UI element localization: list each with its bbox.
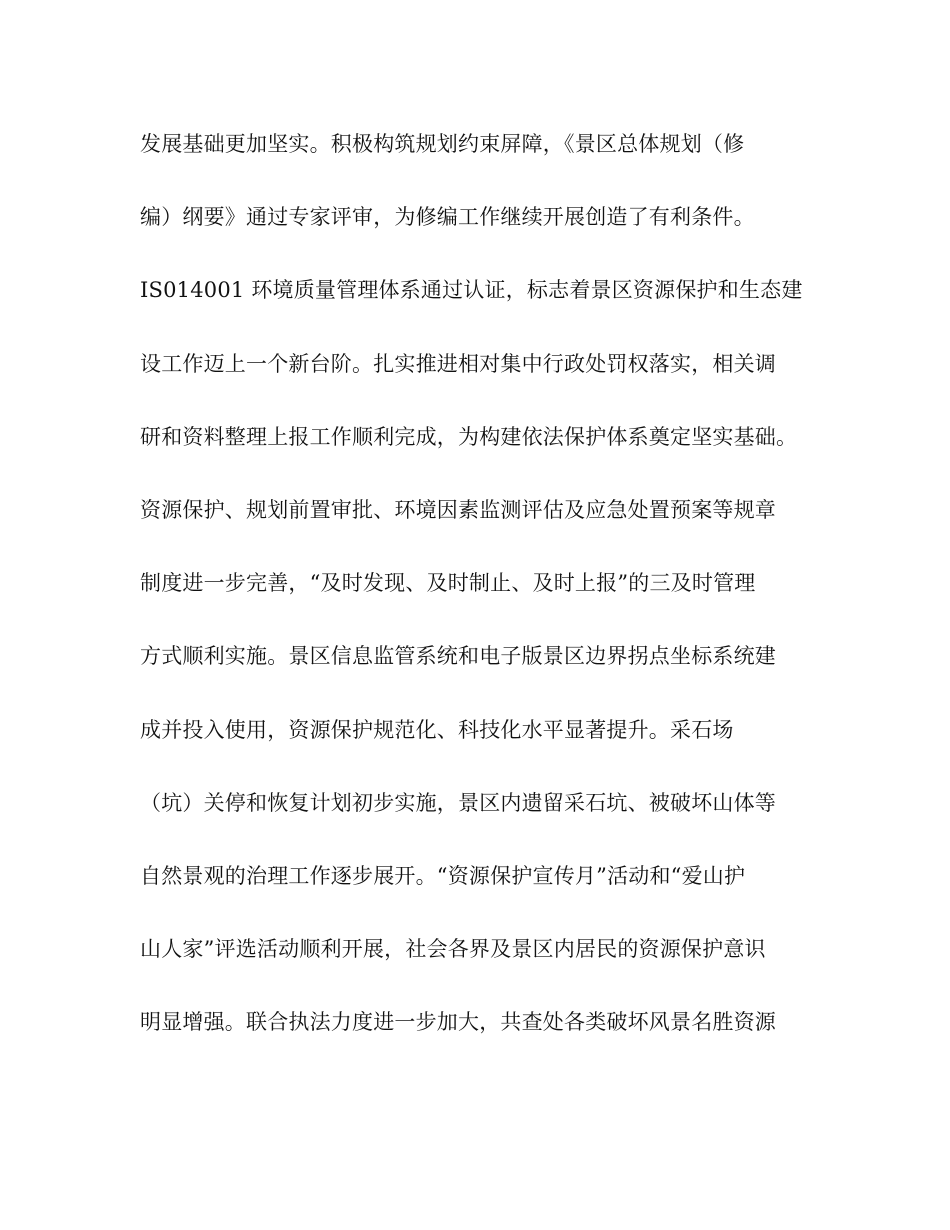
text-line: （坑）关停和恢复计划初步实施，景区内遗留采石坑、被破坏山体等 <box>140 790 776 815</box>
text-line: 自然景观的治理工作逐步展开。“资源保护宣传月”活动和“爱山护 <box>140 863 746 888</box>
body-text <box>140 122 820 1073</box>
text-line: 山人家”评选活动顺利开展，社会各界及景区内居民的资源保护意识 <box>140 937 766 962</box>
text-line: 方式顺利实施。景区信息监管系统和电子版景区边界拐点坐标系统建 <box>140 644 776 669</box>
text-line: 发展基础更加坚实。积极构筑规划约束屏障，《景区总体规划（修 <box>140 132 745 156</box>
text-line: 设工作迈上一个新台阶。扎实推进相对集中行政处罚权落实，相关调 <box>140 351 776 376</box>
text-line: 成并投入使用，资源保护规范化、科技化水平显著提升。采石场 <box>140 717 734 742</box>
text-line: 编）纲要》通过专家评审，为修编工作继续开展创造了有利条件。 <box>140 205 755 230</box>
text-line: 明显增强。联合执法力度进一步加大，共查处各类破坏风景名胜资源 <box>140 1010 776 1035</box>
text-line: 资源保护、规划前置审批、环境因素监测评估及应急处置预案等规章 <box>140 497 776 522</box>
text-line: 研和资料整理上报工作顺利完成，为构建依法保护体系奠定坚实基础。 <box>140 424 798 449</box>
text-line: IS014001 环境质量管理体系通过认证，标志着景区资源保护和生态建 <box>140 278 803 303</box>
text-line: 制度进一步完善，“及时发现、及时制止、及时上报”的三及时管理 <box>140 571 756 596</box>
